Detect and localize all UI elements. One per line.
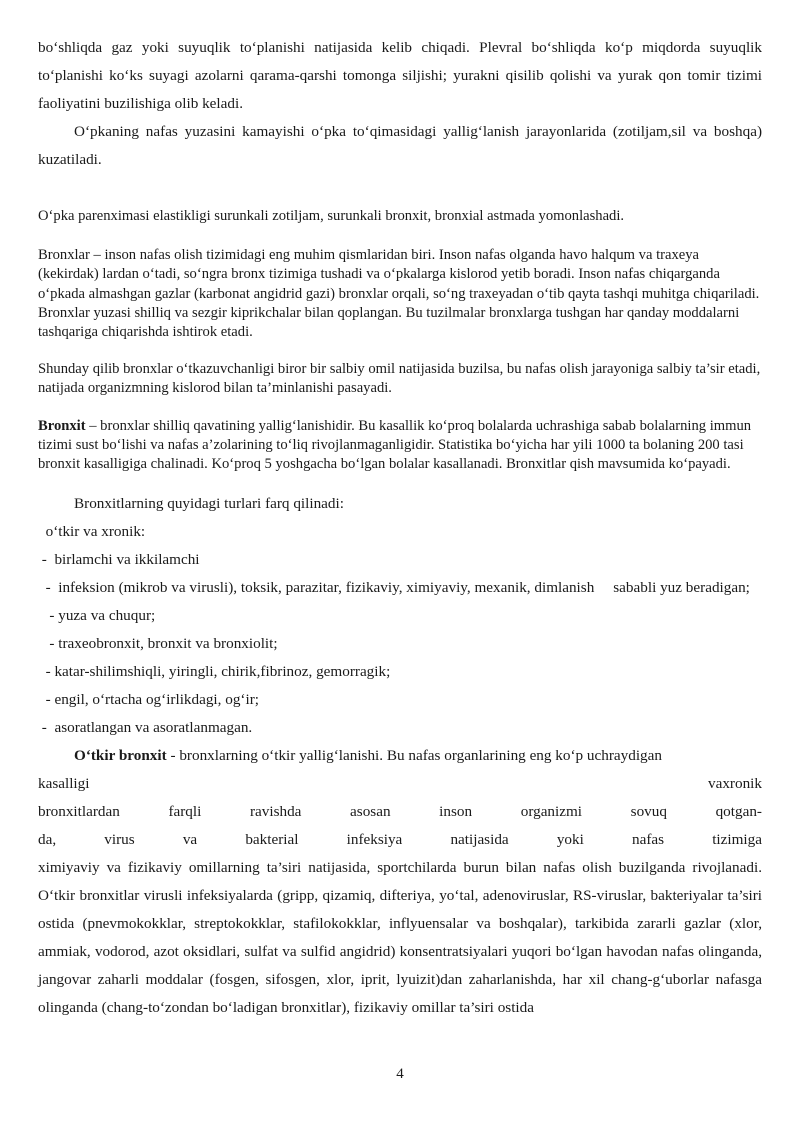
paragraph-bronchi-conductivity: Shunday qilib bronxlar o‘tkazuvchanligi biror bir salbiy omil natijasida buzilsa, bu nafas olish jarayoniga salbiy ta’sir etadi, natijada organizmning kislorod bilan ta’minlanishi pasayadi. <box>38 361 761 397</box>
word: nafas <box>631 831 665 849</box>
word: inson <box>439 803 473 821</box>
acute-bronchitis-rest: ximiyaviy va fizikaviy omillarning ta’siri natijasida, sportchilarda burun bilan nafas olish buzilganda rivojlanadi. O‘tkir bronxitlar virusli infeksiyalarda (gripp, qizamiq, difteriya, yo‘tal, adenoviruslar, RS-viruslar, bakteriyalar ta’siri ostida (pnevmokokklar, streptokokklar, stafilokokklar, inflyuensalar va boshqalar), tarkibida zararli gazlar (xlor, ammiak, vodorod, azot oksidlari, sulfat va sulfid angidrid) konsentratsiyalari yuqori bo‘lgan havodan nafas olinganda, jangovar zaharli moddalar (fosgen, sifosgen, xlor, iprit, lyuizit)dan zaharlanishda, har xil chang-g‘uborlar nafasga olinganda (chang-to‘zondan bo‘ladigan bronxitlar), fizikaviy omillar ta’siri ostida <box>38 859 762 1017</box>
spread-line <box>38 770 762 798</box>
list-item: - engil, o‘rtacha og‘irlikdagi, og‘ir; <box>38 691 259 709</box>
word: bronxitlardan <box>38 803 120 821</box>
spread-line <box>38 826 762 854</box>
paragraph-parenchyma: O‘pka parenximasi elastikligi surunkali zotiljam, surunkali bronxit, bronxial astmada yomonlashadi. <box>38 208 625 224</box>
list-item: - infeksion (mikrob va virusli), toksik, parazitar, fizikaviy, ximiyaviy, mexanik, dimlanish sababli yuz beradigan; <box>38 579 750 597</box>
word: ravishda <box>249 803 302 821</box>
word: sovuq <box>630 803 667 821</box>
page-number: 4 <box>396 1066 404 1082</box>
word: virus <box>104 831 135 849</box>
paragraph-bronchitis-definition <box>38 417 762 475</box>
word: qotgan- <box>715 803 762 821</box>
word: vaxronik <box>708 775 762 793</box>
acute-bronchitis-first-line <box>38 742 762 770</box>
types-intro: Bronxitlarning quyidagi turlari farq qilinadi: <box>74 495 344 513</box>
list-item: - yuza va chuqur; <box>38 607 156 625</box>
word: da, <box>38 831 57 849</box>
list-item: - asoratlangan va asoratlanmagan. <box>38 719 253 737</box>
term-bronchitis: Bronxit <box>38 417 86 434</box>
word: natijasida <box>450 831 509 849</box>
word: yoki <box>556 831 584 849</box>
term-acute-bronchitis: O‘tkir bronxit <box>74 747 167 765</box>
document-page <box>38 34 762 1022</box>
paragraph-acute-bronchitis <box>38 742 762 1022</box>
word: bakterial <box>245 831 299 849</box>
word: infeksiya <box>346 831 403 849</box>
types-list <box>38 518 762 742</box>
word: organizmi <box>520 803 583 821</box>
paragraph-bronchi: Bronxlar – inson nafas olish tizimidagi eng muhim qismlaridan biri. Inson nafas olganda havo halqum va traxeya (kekirdak) lardan o‘tadi, so‘ngra bronx tizimiga tushadi va o‘pkalarga kislorod yetib boradi. Inson nafas chiqarganda o‘pkada almashgan gazlar (karbonat angidrid gazi) bronxlar orqali, so‘ng traxeyadan o‘tib qayta tashqi muhitga chiqariladi. Bronxlar yuzasi shilliq va sezgir kiprikchalar bilan qoplangan. Bu tuzilmalar bronxlarga tushgan har qanday moddalarni tashqariga chiqarishda ishtirok etadi. <box>38 247 760 341</box>
paragraph-pleural: bo‘shliqda gaz yoki suyuqlik to‘planishi natijasida kelib chiqadi. Plevral bo‘shliqda ko‘p miqdorda suyuqlik to‘planishi ko‘ks suyagi azolarni qarama-qarshi tomonga siljishi; yurakni qisilib qolishi va yurak qon tomir tizimi faoliyatini buzilishiga olib keladi. <box>38 39 762 112</box>
bronchitis-definition-text: – bronxlar shilliq qavatining yallig‘lanishidir. Bu kasallik ko‘proq bolalarda uchrashiga sabab bolalarning immun tizimi sust bo‘lishi va nafas a’zolarining to‘liq rivojlanmaganligidir. Statistika bo‘yicha har yili 1000 ta bolaning 200 tasi bronxit kasalligiga chalinadi. Ko‘proq 5 yoshgacha bo‘lgan bolalar kasallanadi. Bronxitlar qish mavsumida ko‘payadi. <box>38 417 752 473</box>
paragraph-lung-surface: O‘pkaning nafas yuzasini kamayishi o‘pka to‘qimasidagi yallig‘lanish jarayonlarida (zotiljam,sil va boshqa) kuzatiladi. <box>38 123 762 168</box>
list-item: - traxeobronxit, bronxit va bronxiolit; <box>38 635 278 653</box>
list-item: - katar-shilimshiqli, yiringli, chirik,fibrinoz, gemorragik; <box>38 663 391 681</box>
word: kasalligi <box>38 775 90 793</box>
list-item: - birlamchi va ikkilamchi <box>38 551 200 569</box>
list-item: o‘tkir va xronik: <box>38 523 146 541</box>
spread-line <box>38 798 762 826</box>
word: farqli <box>168 803 202 821</box>
word: tizimiga <box>712 831 762 849</box>
word: va <box>182 831 198 849</box>
acute-bronchitis-text: - bronxlarning o‘tkir yallig‘lanishi. Bu nafas organlarining eng ko‘p uchraydigan <box>166 747 662 765</box>
word: asosan <box>350 803 391 821</box>
